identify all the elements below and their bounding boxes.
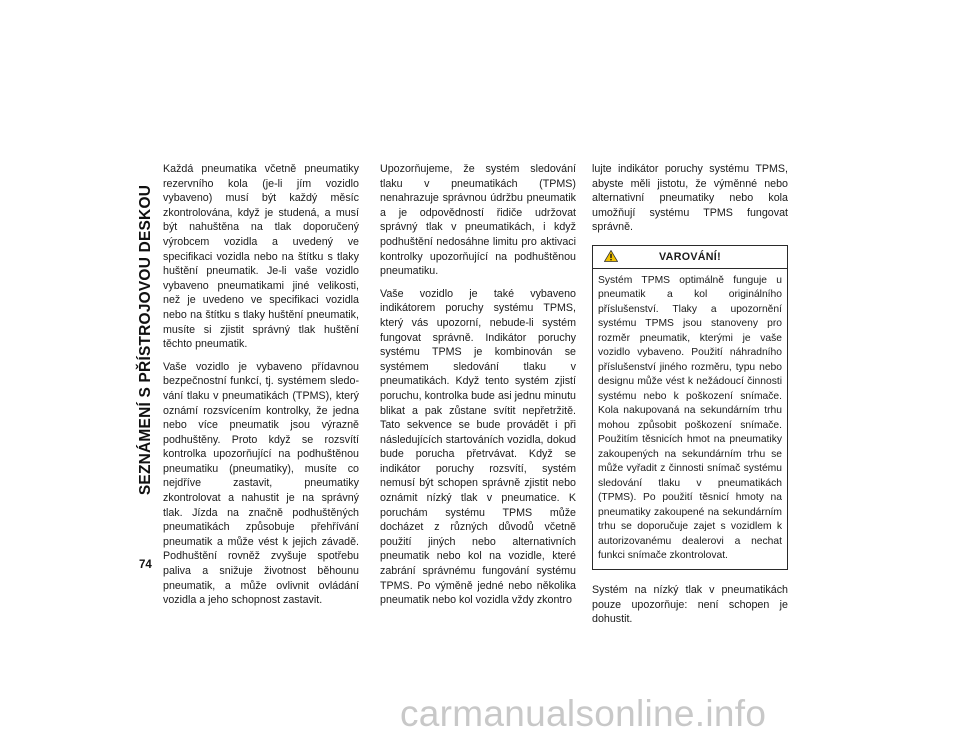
paragraph: Upozorňujeme, že systém sledování tlaku v pneumatikách (TPMS) nenahrazuje správnou údržbu pneumatik a je odpovědností řidiče udržovat správný tlak v pneumatikách, i když podhuštění nedosáhne limitu pro aktivaci kontrolky upozorňující na podhuštěnou pneumatiku. — [380, 163, 576, 278]
side-section-title — [136, 162, 156, 518]
paragraph: lujte indikátor poruchy systému TPMS, abyste měli jistotu, že výměnné nebo alternativní pneumatiky nebo kola umožňují systému TPMS fungovat správně. — [592, 163, 788, 234]
warning-triangle-icon — [604, 250, 618, 262]
paragraph: Vaše vozidlo je také vybaveno indikátorem poruchy systému TPMS, který vás upozorní, nebude-li systém fungovat správně. Indikátor poruchy systému TPMS je kombinován se systémem sledování tlaku v pneumatikách. Když tento systém zjistí poruchu, kontrolka bude asi jednu minutu blikat a pak zůstane svítit nepřetržitě. Tato sekvence se bude provádět i při následujících startováních vozidla, dokud bude porucha přetrvávat. Když se indikátor poruchy rozsvítí, systém nemusí být schopen správně zjistit nebo oznámit nízký tlak v pneumatice. K poruchám systému TPMS může docházet z různých důvodů včetně použití jiných nebo alternativních pneumatik nebo kol na vozidle, které zabrání správnému fungování systému TPMS. Po výměně jedné nebo několika pneumatik nebo kol vozidla vždy zkontro — [380, 287, 576, 607]
text-column-3 — [592, 162, 788, 635]
page-number: 74 — [139, 559, 152, 571]
watermark: carmanualsonline.info — [400, 693, 767, 734]
text-column-1 — [163, 162, 359, 616]
side-section-title-text: SEZNÁMENÍ S PŘÍSTROJOVOU DESKOU — [137, 184, 154, 496]
warning-box — [592, 245, 788, 570]
paragraph: Systém na nízký tlak v pneumatikách pouze upozorňuje: není schopen je dohustit. — [592, 583, 788, 626]
paragraph: Každá pneumatika včetně pneumatiky rezervního kola (je-li jím vozidlo vybaveno) musí být každý měsíc zkontrolována, když je studená, a musí být nahuštěna na tlak doporučený výrobcem vozidla a uvedený ve specifikaci vozidla nebo na štítku s tlaky huštění pneumatik. Je-li vaše vozidlo vybaveno pneumatikami jiné velikosti, než je uvedeno ve specifikaci vozidla nebo na štítku s tlaky huštění pneumatik, musíte si zjistit správný tlak huštění těchto pneumatik. — [163, 163, 359, 351]
text-column-2 — [380, 162, 576, 616]
warning-text: Systém TPMS optimálně funguje u pneumatik a kol originálního příslušenství. Tlaky a upozornění systému TPMS jsou stanoveny pro rozměr pneumatik, kterými je vaše vozidlo vybaveno. Použití náhradního příslušenství jiného rozměru, typu nebo designu může vést k nežádoucí činnosti systému nebo k poškození snímače. Kola nakupovaná na sekundárním trhu mohou způsobit poškození snímače. Použitím těsnicích hmot na pneumatiky zakoupených na sekundárním trhu se může vyřadit z činnosti snímač systému sledování tlaku v pneumatikách (TPMS). Po použití těsnicí hmoty na pneumatiky zakoupené na sekundárním trhu se doporučuje zajet s vozidlem k autorizovanému dealerovi a nechat funkci snímače zkontrolovat. — [598, 274, 782, 562]
warning-title: VAROVÁNÍ! — [659, 250, 721, 263]
warning-header — [593, 246, 787, 269]
paragraph: Vaše vozidlo je vybaveno přídavnou bezpečnostní funkcí, tj. systémem sledování tlaku v pneumatikách (TPMS), který oznámí rozsvícením kontrolky, že jedna nebo více pneumatik jsou výrazně podhuštěny. Proto když se rozsvítí kontrolka upozorňující na podhuštěnou pneumatiku (pneumatiky), musíte co nejdříve zastavit, pneumatiky zkontrolovat a nahustit je na správný tlak. Jízda na značně podhuštěných pneumatikách způsobuje přehřívání pneumatik a může vést k jejich závadě. Podhuštění rovněž zvyšuje spotřebu paliva a snižuje životnost běhounu pneumatik, a může ovlivnit ovládání vozidla a jeho schopnost zastavit. — [163, 360, 359, 607]
